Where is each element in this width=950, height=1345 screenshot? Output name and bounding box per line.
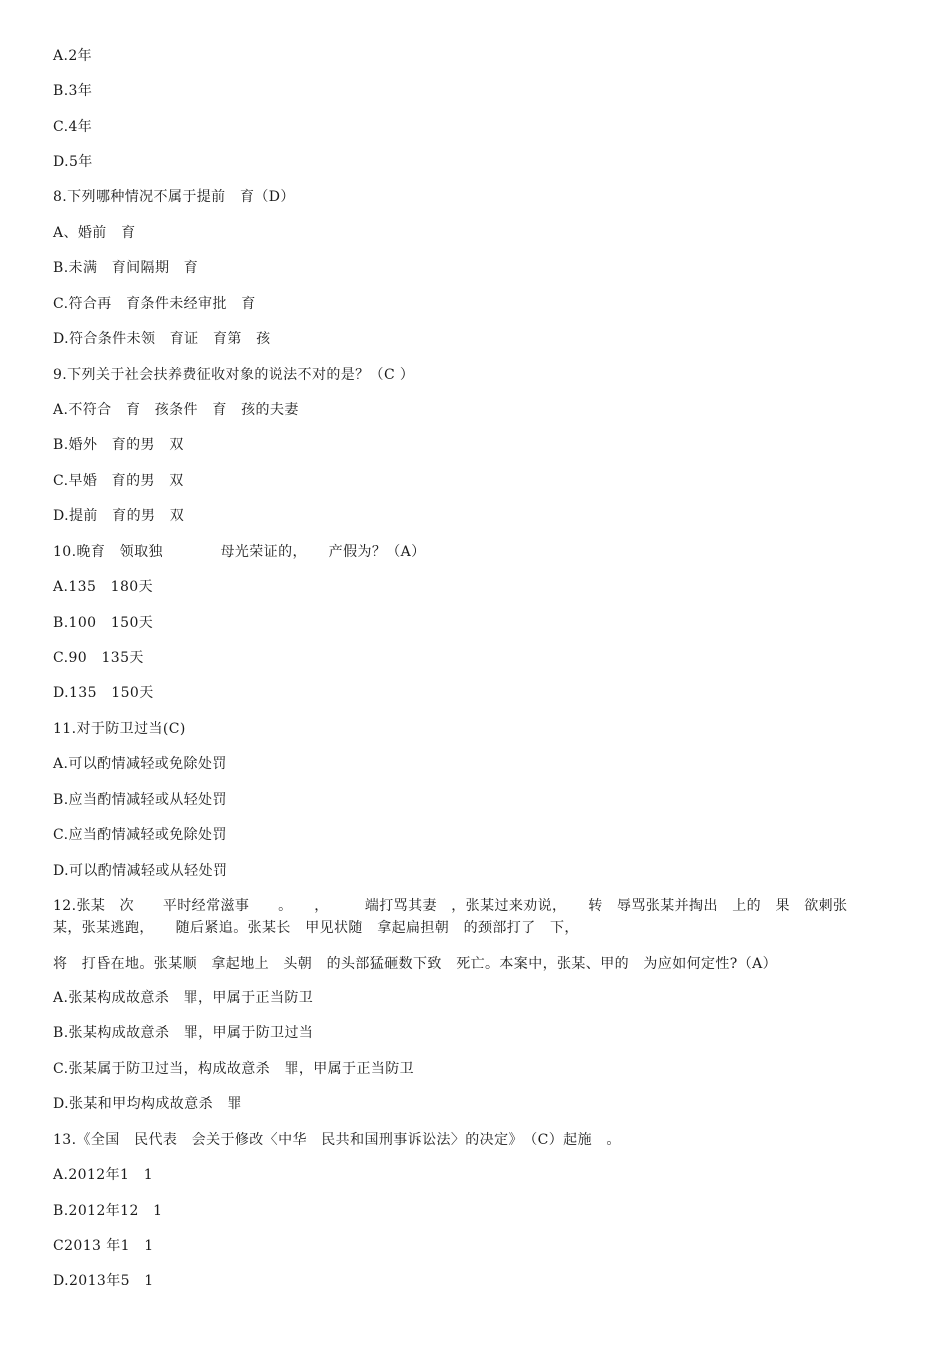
- text-line: B.婚外 育的男 双: [53, 437, 184, 453]
- text-line: A.2年: [53, 48, 93, 64]
- text-line: C.符合再 育条件未经审批 育: [53, 296, 256, 312]
- text-line: D.2013年5 1: [53, 1273, 154, 1289]
- text-line: B.2012年12 1: [53, 1203, 163, 1219]
- text-line: 8.下列哪种情况不属于提前 育（D）: [53, 189, 295, 205]
- text-line: C.张某属于防卫过当，构成故意杀 罪，甲属于正当防卫: [53, 1061, 415, 1077]
- text-line: A.可以酌情减轻或免除处罚: [53, 756, 227, 772]
- text-line: D.可以酌情减轻或从轻处罚: [53, 863, 228, 879]
- text-line: B.张某构成故意杀 罪，甲属于防卫过当: [53, 1025, 314, 1041]
- text-line: A.2012年1 1: [53, 1167, 154, 1183]
- text-line: B.3年: [53, 83, 93, 99]
- text-line: D.提前 育的男 双: [53, 508, 185, 524]
- text-line: 某，张某逃跑， 随后紧追。张某长 甲见状随 拿起扁担朝 的颈部打了 下，: [53, 920, 579, 936]
- text-line: C.90 135天: [53, 650, 144, 666]
- text-line: D.符合条件未领 育证 育第 孩: [53, 331, 271, 347]
- text-line: B.应当酌情减轻或从轻处罚: [53, 792, 227, 808]
- text-line: C.早婚 育的男 双: [53, 473, 184, 489]
- text-line: 12.张某 次 平时经常滋事 。 ， 端打骂其妻 ，张某过来劝说， 转 辱骂张某并掏出 上的 果 欲刺张: [53, 898, 848, 914]
- text-line: D.5年: [53, 154, 93, 170]
- text-line: A.张某构成故意杀 罪，甲属于正当防卫: [53, 990, 314, 1006]
- text-line: B.未满 育间隔期 育: [53, 260, 199, 276]
- text-line: D.张某和甲均构成故意杀 罪: [53, 1096, 242, 1112]
- text-line: B.100 150天: [53, 615, 154, 631]
- text-line: A、婚前 育: [53, 225, 136, 241]
- text-line: 9.下列关于社会扶养费征收对象的说法不对的是？（C ）: [53, 367, 415, 383]
- text-line: D.135 150天: [53, 685, 154, 701]
- text-line: A.不符合 育 孩条件 育 孩的夫妻: [53, 402, 299, 418]
- text-line: C.4年: [53, 119, 93, 135]
- text-line: A.135 180天: [53, 579, 154, 595]
- text-line: 13.《全国 民代表 会关于修改〈中华 民共和国刑事诉讼法〉的决定》 （C）起施 。: [53, 1132, 621, 1148]
- text-line: 10.晚育 领取独 母光荣证的， 产假为？（A）: [53, 544, 426, 560]
- text-line: 11.对于防卫过当(C): [53, 721, 186, 737]
- text-line: C.应当酌情减轻或免除处罚: [53, 827, 227, 843]
- text-line: C2013 年1 1: [53, 1238, 154, 1254]
- text-line: 将 打昏在地。张某顺 拿起地上 头朝 的头部猛砸数下致 死亡。本案中，张某、甲的 为应如何定性?（A）: [53, 956, 778, 972]
